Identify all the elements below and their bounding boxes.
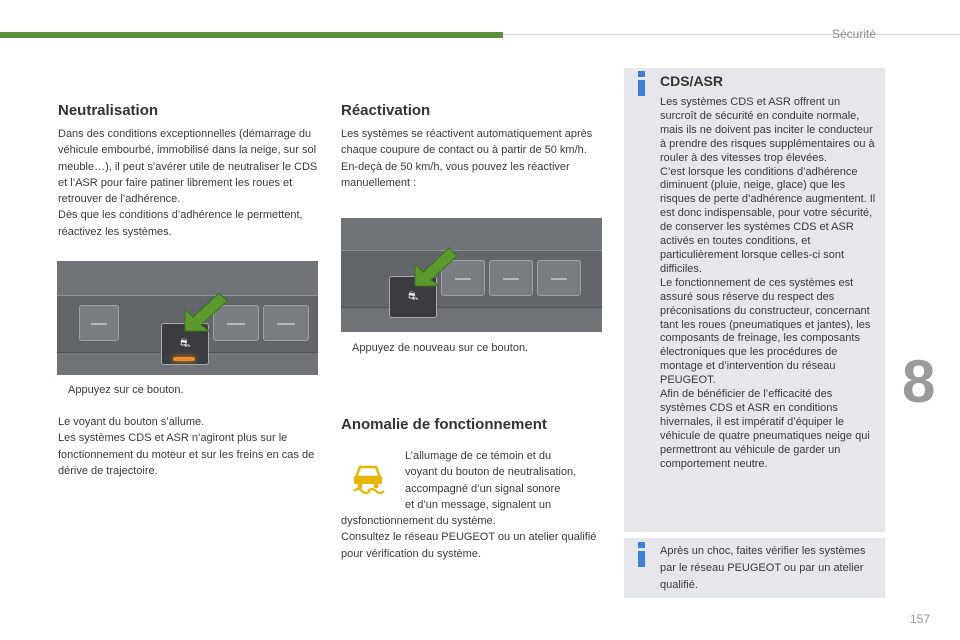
cds-asr-body bbox=[660, 96, 878, 471]
anomalie-paragraph: Consultez le réseau PEUGEOT ou un atelier qualifié pour vérification du système. bbox=[341, 531, 597, 560]
reactivation-heading: Réactivation bbox=[341, 102, 431, 119]
skid-warning-lamp-icon bbox=[348, 457, 388, 495]
anomalie-line: accompagné d’un signal sonore bbox=[405, 482, 561, 495]
anomalie-indented bbox=[405, 448, 605, 513]
info-icon bbox=[638, 551, 645, 567]
pointer-arrow-icon bbox=[411, 246, 461, 290]
neutralisation-paragraph: Dans des conditions exceptionnelles (démarrage du véhicule embourbé, immobilisé dans la neige, sur sol meuble…), il peut s’avérer utile de neutraliser le CDS et l’ASR pour faire patiner librement les roues et retrouver de l’adhérence. bbox=[58, 128, 318, 206]
bullet-text: Appuyez de nouveau sur ce bouton. bbox=[352, 342, 529, 354]
reactivation-paragraph: Les systèmes se réactivent automatiquement après chaque coupure de contact ou à partir de 50 km/h. bbox=[341, 128, 593, 157]
pointer-arrow-icon bbox=[181, 291, 231, 335]
skid-car-icon: ⛐ bbox=[179, 336, 191, 350]
note-text: Après un choc, faites vérifier les systèmes par le réseau PEUGEOT ou par un atelier qualifié. bbox=[660, 545, 866, 591]
neutralisation-bullet bbox=[60, 384, 184, 396]
neutralisation-heading: Neutralisation bbox=[58, 102, 159, 119]
console-key bbox=[489, 260, 533, 296]
page-number: 157 bbox=[910, 612, 931, 626]
reactivation-body bbox=[341, 126, 603, 191]
bullet-text: Appuyez sur ce bouton. bbox=[68, 384, 184, 396]
console-key bbox=[263, 305, 309, 341]
neutralisation-body bbox=[58, 126, 320, 240]
skid-car-icon: ⛐ bbox=[407, 289, 419, 303]
button-led-on bbox=[173, 357, 195, 361]
cds-asr-paragraph: Les systèmes CDS et ASR offrent un surcroît de sécurité en conduite normale, mais ils ne doivent pas inciter le conducteur à prendre des risques supplémentaires ou à rouler à des vitesses trop élevées. bbox=[660, 96, 875, 164]
cds-asr-paragraph: Le fonctionnement de ces systèmes est assuré sous réserve du respect des préconisations du constructeur, concernant tant les roues (pneumatiques et jantes), les composants de freinage, les composants électroniques que les procédures de montage et d’intervention du réseau PEUGEOT. bbox=[660, 276, 871, 387]
anomalie-line: dysfonctionnement du système. bbox=[341, 515, 496, 527]
console-key bbox=[537, 260, 581, 296]
info-icon bbox=[638, 80, 645, 96]
header-accent-bar bbox=[0, 32, 503, 38]
chapter-number: 8 bbox=[902, 348, 936, 415]
anomalie-line: L’allumage de ce témoin et du bbox=[405, 450, 552, 462]
neutralisation-after bbox=[58, 414, 320, 479]
neutralisation-paragraph: Les systèmes CDS et ASR n’agiront plus sur le fonctionnement du moteur et sur les freins en cas de dérive de trajectoire. bbox=[58, 432, 315, 477]
neutralisation-button-photo bbox=[57, 261, 318, 375]
cds-asr-paragraph: C’est lorsque les conditions d’adhérence diminuent (pluie, neige, glace) que les risques de perte d’adhérence augmentent. Il est donc indispensable, pour votre sécurité, de conserver les systèmes CDS et ASR activés en toutes conditions, et particulièrement lorsque celles-ci sont difficiles. bbox=[660, 165, 876, 275]
cds-asr-heading: CDS/ASR bbox=[660, 73, 724, 89]
anomalie-continuation bbox=[341, 513, 603, 562]
reactivation-bullet bbox=[344, 342, 528, 354]
anomalie-line: voyant du bouton de neutralisation, bbox=[405, 466, 577, 479]
neutralisation-paragraph: Le voyant du bouton s’allume. bbox=[58, 416, 205, 428]
cds-asr-paragraph: Afin de bénéficier de l’efficacité des systèmes CDS et ASR en conditions hivernales, il est impératif d’équiper le véhicule de quatre pneumatiques neige qui permettront au véhicule de garder un comportement neutre. bbox=[660, 388, 870, 470]
neutralisation-paragraph: Dès que les conditions d’adhérence le permettent, réactivez les systèmes. bbox=[58, 209, 303, 238]
section-title: Sécurité bbox=[832, 27, 877, 41]
reactivation-button-photo bbox=[341, 218, 602, 332]
anomalie-heading: Anomalie de fonctionnement bbox=[341, 416, 547, 433]
anomalie-line: et d’un message, signalent un bbox=[405, 498, 552, 511]
header-divider bbox=[503, 34, 960, 35]
reactivation-paragraph: En-deçà de 50 km/h, vous pouvez les réactiver manuellement : bbox=[341, 160, 570, 189]
console-key bbox=[79, 305, 119, 341]
